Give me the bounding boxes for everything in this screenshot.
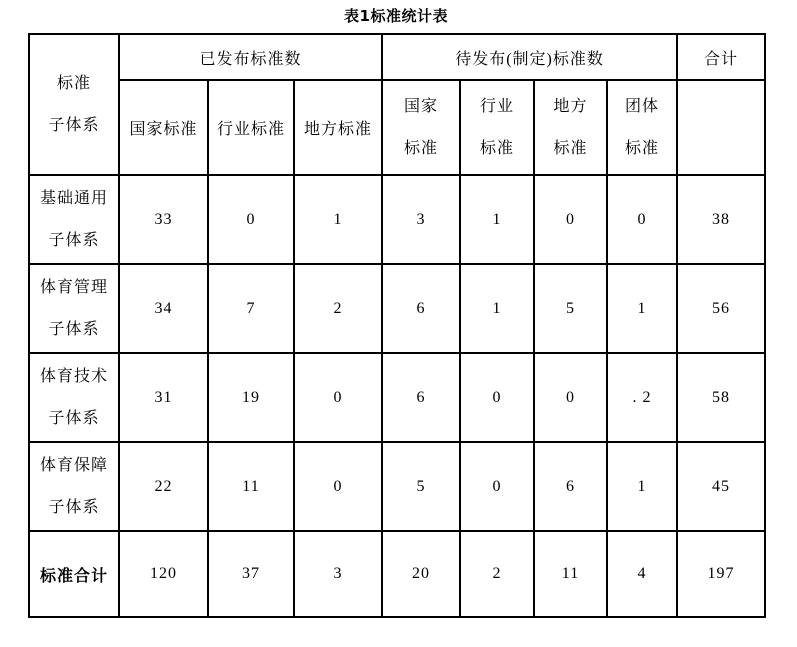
cell-value: 11 xyxy=(534,531,607,617)
cell-value: 37 xyxy=(208,531,294,617)
cell-value: 4 xyxy=(607,531,677,617)
header-pending-national xyxy=(382,80,460,175)
header-pending-group-std xyxy=(607,80,677,175)
cell-value: 120 xyxy=(119,531,208,617)
header-line: 地方 xyxy=(553,97,588,115)
table-title: 表1标准统计表 xyxy=(344,7,448,25)
header-pending-local xyxy=(534,80,607,175)
header-published-group: 已发布标准数 xyxy=(119,34,382,80)
row-label-line: 子体系 xyxy=(48,498,100,516)
table-row-basic-general xyxy=(29,175,765,264)
cell-value: 58 xyxy=(677,353,765,442)
header-total: 合计 xyxy=(677,34,765,80)
cell-value: 6 xyxy=(534,442,607,531)
cell-value: 0 xyxy=(460,442,534,531)
header-row-subcolumns xyxy=(29,80,765,175)
cell-value: 34 xyxy=(119,264,208,353)
header-pending-group: 待发布(制定)标准数 xyxy=(382,34,677,80)
cell-value: 1 xyxy=(460,264,534,353)
table-row-sports-management xyxy=(29,264,765,353)
header-row-label-cell xyxy=(29,34,119,175)
row-label xyxy=(29,264,119,353)
cell-value: 11 xyxy=(208,442,294,531)
cell-value: 5 xyxy=(382,442,460,531)
cell-value: 0 xyxy=(534,175,607,264)
header-published-industry: 行业标准 xyxy=(208,80,294,175)
cell-value: 0 xyxy=(534,353,607,442)
cell-value: 0 xyxy=(607,175,677,264)
header-published-national: 国家标准 xyxy=(119,80,208,175)
cell-value: 20 xyxy=(382,531,460,617)
cell-value: 0 xyxy=(460,353,534,442)
total-row-label: 标准合计 xyxy=(29,531,119,617)
cell-value: 197 xyxy=(677,531,765,617)
row-label xyxy=(29,353,119,442)
table-row-total xyxy=(29,531,765,617)
table-row-sports-support xyxy=(29,442,765,531)
header-line: 标准 xyxy=(479,139,514,157)
cell-value: 1 xyxy=(607,442,677,531)
row-label-line: 子体系 xyxy=(48,231,100,249)
cell-value: 2 xyxy=(294,264,382,353)
cell-value: 0 xyxy=(294,353,382,442)
cell-value: 0 xyxy=(208,175,294,264)
header-line: 国家 xyxy=(403,97,438,115)
header-line: 标准 xyxy=(553,139,588,157)
cell-value: 5 xyxy=(534,264,607,353)
header-row-groups xyxy=(29,34,765,80)
header-line: 团体 xyxy=(625,97,660,115)
header-row-label-line2: 子体系 xyxy=(48,116,100,134)
header-line: 行业 xyxy=(479,97,514,115)
cell-value: 38 xyxy=(677,175,765,264)
cell-value: 22 xyxy=(119,442,208,531)
cell-value: 31 xyxy=(119,353,208,442)
cell-value: 1 xyxy=(607,264,677,353)
row-label-line: 基础通用 xyxy=(39,189,108,207)
row-label xyxy=(29,442,119,531)
header-row-label-line1: 标准 xyxy=(56,74,91,92)
cell-value: 0 xyxy=(294,442,382,531)
cell-value: . 2 xyxy=(607,353,677,442)
row-label-line: 子体系 xyxy=(48,409,100,427)
header-pending-industry xyxy=(460,80,534,175)
cell-value: 33 xyxy=(119,175,208,264)
table-row-sports-technology xyxy=(29,353,765,442)
header-line: 标准 xyxy=(625,139,660,157)
cell-value: 1 xyxy=(294,175,382,264)
cell-value: 56 xyxy=(677,264,765,353)
cell-value: 6 xyxy=(382,264,460,353)
row-label xyxy=(29,175,119,264)
row-label-line: 体育保障 xyxy=(39,456,108,474)
cell-value: 19 xyxy=(208,353,294,442)
header-total-empty-cell xyxy=(677,80,765,175)
cell-value: 3 xyxy=(382,175,460,264)
standards-statistics-table xyxy=(28,33,766,618)
cell-value: 1 xyxy=(460,175,534,264)
cell-value: 2 xyxy=(460,531,534,617)
header-published-local: 地方标准 xyxy=(294,80,382,175)
cell-value: 3 xyxy=(294,531,382,617)
cell-value: 6 xyxy=(382,353,460,442)
row-label-line: 体育技术 xyxy=(39,367,108,385)
header-line: 标准 xyxy=(403,139,438,157)
row-label-line: 体育管理 xyxy=(39,278,108,296)
row-label-line: 子体系 xyxy=(48,320,100,338)
cell-value: 45 xyxy=(677,442,765,531)
cell-value: 7 xyxy=(208,264,294,353)
